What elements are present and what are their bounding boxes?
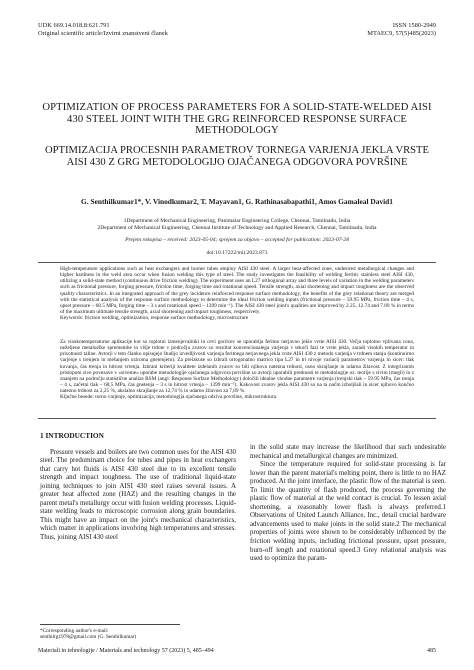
article-title-slovene: OPTIMIZACIJA PROCESNIH PARAMETROV TORNEGA VARJENJA JEKLA VRSTE AISI 430 Z GRG METODOLOGIJO OJAČANEGA ODGOVORA POVRŠINE	[45, 145, 429, 168]
divider-bottom	[38, 418, 436, 419]
affiliations	[50, 218, 424, 231]
article-title: OPTIMIZATION OF PROCESS PARAMETERS FOR A SOLID-STATE-WELDED AISI 430 STEEL JOINT WITH THE GRG REINFORCED RESPONSE SURFACE METHODOLOGY	[42, 102, 432, 137]
page-footer	[38, 648, 436, 655]
author-list: G. Senthilkumar1*, V. Vinodkumar2, T. Mayavan1, G. Rathinasabapathi1, Amos Gamaleal David1	[81, 197, 393, 206]
keywords-english: Keywords: friction welding, optimization, response surface methodology, microstructure	[60, 315, 249, 322]
mtaec-code: MTAEC9, 57(5)485(2023)	[367, 30, 436, 37]
right-column	[250, 444, 446, 564]
intro-paragraph-2: Since the temperature required for solid-state processing is far lower than the parent material's melting point, there is little to no HAZ produced. At the joint interface, the plastic flow of the material is seen. To limit the quantity of flash produced, the process governing the plastic flow of material at the weld contact is crucial. To lessen axial shortening, a reasonably lower flash is always preferred.1 Observations of United Launch Alliance, Inc., detail crucial hardware advancements used to make joints in the solid state.2 The mechanical properties of joints were shown to be considerably influenced by the friction welding inputs, including frictional pressure, upset pressure, burn-off length and rotational speed.3 Grey relational analysis was used to optimize the param-	[250, 461, 446, 563]
header-left	[38, 22, 168, 38]
left-column	[40, 432, 236, 543]
section-heading: 1 INTRODUCTION	[40, 431, 104, 440]
udk-code: UDK 669.14.018.8:621.791	[38, 22, 110, 29]
header-right	[367, 22, 436, 38]
abstract-english-text: High-temperature applications such as heat exchangers and burner tubes employ AISI 430 steel. A larger heat-affected zone, undesired metallurgical changes and higher hardness in the weld area occur when fusion welding this type of steel. The study investigates the feasibility of welding ferritic stainless steel AISI 430, utilizing a solid-state method (continuous drive friction welding). The experiment uses an L27 orthogonal array and three levels of variation in the welding parameters such as frictional pressure, forging pressure, friction time, forging time and rotational speed. Tensile strength, axial shortening and impact toughness are the observed quality characteristics. In an integrated approach of the grey incidence reinforced response surface methodology, the benefits of the grey relational theory are merged with the statistical analysis of the response surface methodology to determine the ideal friction welding inputs (frictional pressure – 59.95 MPa, friction time – 4 s, upset pressure – 68.5 MPa, forging time – 3 s and rotational speed – 1399 min⁻¹). The AISI 430 steel joint's qualities are improved by 2.25, 12.74 and 7.89 % in terms of the maximum ultimate tensile strength, axial shortening and impact toughness, respectively.	[60, 266, 414, 316]
page-number: 485	[427, 648, 436, 654]
article-type: Original scientific article/Izvirni znanstveni članek	[38, 30, 168, 37]
issn: ISSN 1580-2949	[392, 22, 436, 29]
divider-top	[38, 262, 436, 263]
intro-paragraph-1: Pressure vessels and boilers are two common uses for the AISI 430 steel. The predominant choice for tubes and pipes in heat exchangers that carry hot fluids is AISI 430 steel due to its excellent tensile strength and impact toughness. The use of traditional liquid-state joining techniques to join AISI 430 steel raises several issues. A greater heat affected zone (HAZ) and the resulting changes in the parent metal's metallurgy occur with fusion welding processes. Liquid-state welding leads to microscopic corrosion along grain boundaries. This might have an impact on the joint's mechanical characteristics, which matter in applications involving high temperatures and stresses. Thus, joining AISI 430 steel	[40, 448, 236, 542]
affiliation-1: 1Department of Mechanical Engineering, Panimalar Engineering College, Chennai, Tamilnadu, India	[123, 218, 351, 224]
correspondence-email[interactable]: senthilrg1978@gmail.com (G. Senthilkumar)	[40, 634, 137, 641]
received-dates: Prejem rokopisa – received: 2023-05-04; sprejem za objavo – accepted for publication: 2023-07-28	[125, 237, 349, 243]
correspondence-label: *Corresponding author's e-mail:	[40, 628, 109, 634]
correspondence-note	[40, 624, 180, 641]
intro-paragraph-continued: in the solid state may increase the likelihood that such undesirable mechanical and metallurgical changes are minimized.	[250, 444, 446, 460]
doi-link[interactable]: doi:10.17222/mit.2023.873	[206, 250, 268, 256]
abstract-slovene	[60, 339, 414, 401]
keywords-slovene: Ključne besede: torno varjenje, optimizacija, metodologija ojačanega odziva površine, mikrostruktura.	[60, 394, 278, 401]
abstract-slovene-text: Za visokotemperaturne aplikacije kot so toplotni izmenjevalniki in cevi gorilcev se uporablja feritno nerjavno jeklo vrste AISI 430. Večja toplotno vplivana cona, neželjene metalurške spremembe in višje trdote v področju zvarov so rezultat konvencionalega varjenja v tekoči fazi te vrste jekla, zaradi visokih temperatur in prisotnosti taline. Avtorji v tem članku opisujejo študijo izvedljivosti varjenja feritnega nerjavnega jekla vrste AISI 430 z metodo varjenja v trdnem stanju (kontinuirno varjenje s trenjem in mešanjem oziroma gnetenjem). Za preizkuse so izbrali ortogonalno matrico tipa L27 in tri nivoje variacij parametrov varjenja in sicer: tlak kovanja, čas trenja in hitrost vrtenja. Izbrani kriteriji kvalitete izdelanih zvarov so bili njihova natezna trdnost, osno skrajšanje in udarna žilavost. Z integriranim pristopom sive povezave v »siveme« uporabe metodologije ojačanega odgovora površine so avtorji uporabili prednosti te metodologije oz. teorije s sivim (meglí) in z znanjem na področju statistične analize RSM (angl. Response Surface Methodology) določili idealne vhodne parametre varjenja (trenjski tlak – 59.95 MPa, čas trenja – 4 s, začetni tlak – 68,5 MPa, čas gnetenja – 3 s in hitrost vrtenja – 1399 min⁻¹). Kakovost zvarov jekla AISI 430 so na ta način izboljšali in sicer njihovo končno natezno trdnost za 2,25 %, aksialno skrajšanje za 12,74 % in udarno žilavost za 7,89 %.	[60, 339, 414, 395]
journal-citation: Materiali in tehnologije / Materials and technology 57 (2023) 5, 485–494	[38, 648, 214, 654]
abstract-english	[60, 266, 414, 321]
page-header	[38, 22, 436, 38]
affiliation-2: 2Department of Mechanical Engineering, Chennai Institute of Technology and Applied Research, Chennai, Tamilnadu, India	[97, 224, 377, 231]
